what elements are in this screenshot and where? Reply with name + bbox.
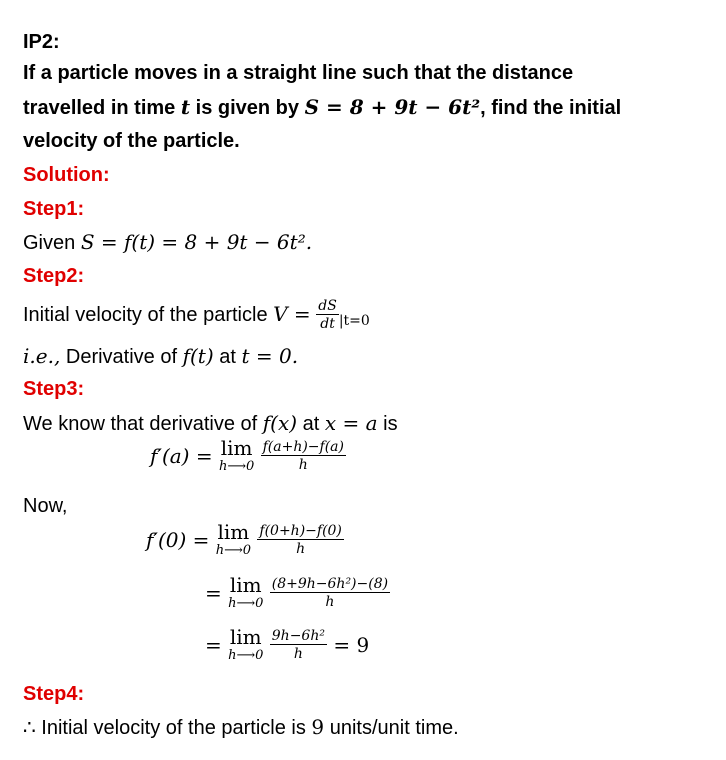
- row2-denominator: h: [325, 593, 335, 610]
- question-line-2-mid: is given by: [195, 97, 300, 119]
- def-fraction: [261, 439, 346, 474]
- def-lim-word: lim: [220, 436, 253, 460]
- row1-lim-sub: h⟶0: [215, 543, 252, 558]
- question-time-var: t: [180, 95, 191, 119]
- ie-abbrev: i.e.,: [23, 344, 61, 368]
- step3-fx: f(x): [262, 411, 298, 435]
- step2-label: Step2:: [23, 265, 85, 287]
- row3-fraction: [270, 628, 327, 663]
- row2-lim-sub: h⟶0: [228, 596, 264, 611]
- row2-lim-word: lim: [229, 573, 262, 597]
- step3-know-text: We know that derivative of: [23, 413, 258, 435]
- step4-value: 9: [311, 715, 325, 739]
- step1-given: [23, 230, 312, 255]
- row1-numerator: f(0+h)−f(0): [259, 522, 342, 539]
- step4-text-a: Initial velocity of the particle is: [41, 717, 306, 739]
- question-line-1: If a particle moves in a straight line such that the distance: [23, 62, 574, 84]
- row2-lhs: =: [205, 581, 222, 605]
- step4-text-b: units/unit time.: [329, 717, 459, 739]
- step2-velocity-def: [23, 292, 370, 343]
- step4-label: Step4:: [23, 683, 85, 705]
- def-lhs: f′(a) =: [150, 444, 213, 468]
- problem-heading: IP2:: [23, 31, 60, 53]
- now-label: Now,: [23, 495, 68, 517]
- row3-lhs: =: [205, 633, 222, 657]
- def-lim-sub: h⟶0: [218, 459, 255, 474]
- row1-lim-word: lim: [217, 520, 250, 544]
- step2-t0: t = 0.: [241, 344, 299, 368]
- question-distance-equation: S = 8 + 9t − 6t²: [304, 95, 481, 119]
- row3-lim-sub: h⟶0: [228, 648, 264, 663]
- row3-limit: [228, 626, 263, 664]
- step1-given-equation: S = f(t) = 8 + 9t − 6t².: [80, 230, 313, 254]
- therefore-symbol: ∴: [23, 717, 36, 739]
- ds-dt-fraction: [316, 298, 339, 333]
- row1-lhs: f′(0) =: [146, 528, 210, 552]
- eval-row-3: [205, 626, 369, 664]
- eval-row-1: [146, 521, 344, 559]
- row1-denominator: h: [296, 540, 306, 557]
- row1-fraction: [257, 523, 344, 558]
- row2-numerator: (8+9h−6h²)−(8): [271, 575, 389, 592]
- row2-limit: [228, 574, 263, 612]
- step2-deriv-text: Derivative of: [65, 346, 178, 368]
- step2-v-equals: V =: [273, 302, 311, 326]
- step2-at: at: [219, 346, 236, 368]
- row3-result: = 9: [333, 633, 370, 657]
- question-line-2: [23, 95, 621, 120]
- step2-ft: f(t): [182, 344, 214, 368]
- row2-fraction: [270, 576, 390, 611]
- dt-denominator: dt: [320, 316, 335, 333]
- step3-know-line: [23, 411, 398, 436]
- row3-lim-word: lim: [229, 625, 262, 649]
- step3-at: at: [302, 413, 320, 435]
- step2-text: Initial velocity of the particle: [23, 304, 268, 326]
- ds-numerator: dS: [318, 298, 337, 315]
- evaluation-bar: |t=0: [338, 313, 370, 329]
- row1-limit: [216, 521, 251, 559]
- def-limit: [219, 437, 254, 475]
- step4-conclusion: [23, 715, 459, 740]
- step3-xa: x = a: [324, 411, 378, 435]
- step2-derivative-line: [23, 344, 298, 369]
- row3-numerator: 9h−6h²: [271, 627, 325, 644]
- question-line-2-suffix: , find the initial: [480, 97, 622, 119]
- solution-label: Solution:: [23, 164, 110, 186]
- row3-denominator: h: [293, 645, 303, 662]
- step3-is: is: [383, 413, 398, 435]
- def-denominator: h: [298, 456, 308, 473]
- question-line-3: velocity of the particle.: [23, 130, 240, 152]
- eval-row-2: [205, 574, 390, 612]
- step1-label: Step1:: [23, 198, 85, 220]
- step1-given-word: Given: [23, 232, 76, 254]
- derivative-definition: [150, 437, 346, 475]
- step3-label: Step3:: [23, 378, 85, 400]
- question-line-2-prefix: travelled in time: [23, 97, 176, 119]
- def-numerator: f(a+h)−f(a): [262, 438, 344, 455]
